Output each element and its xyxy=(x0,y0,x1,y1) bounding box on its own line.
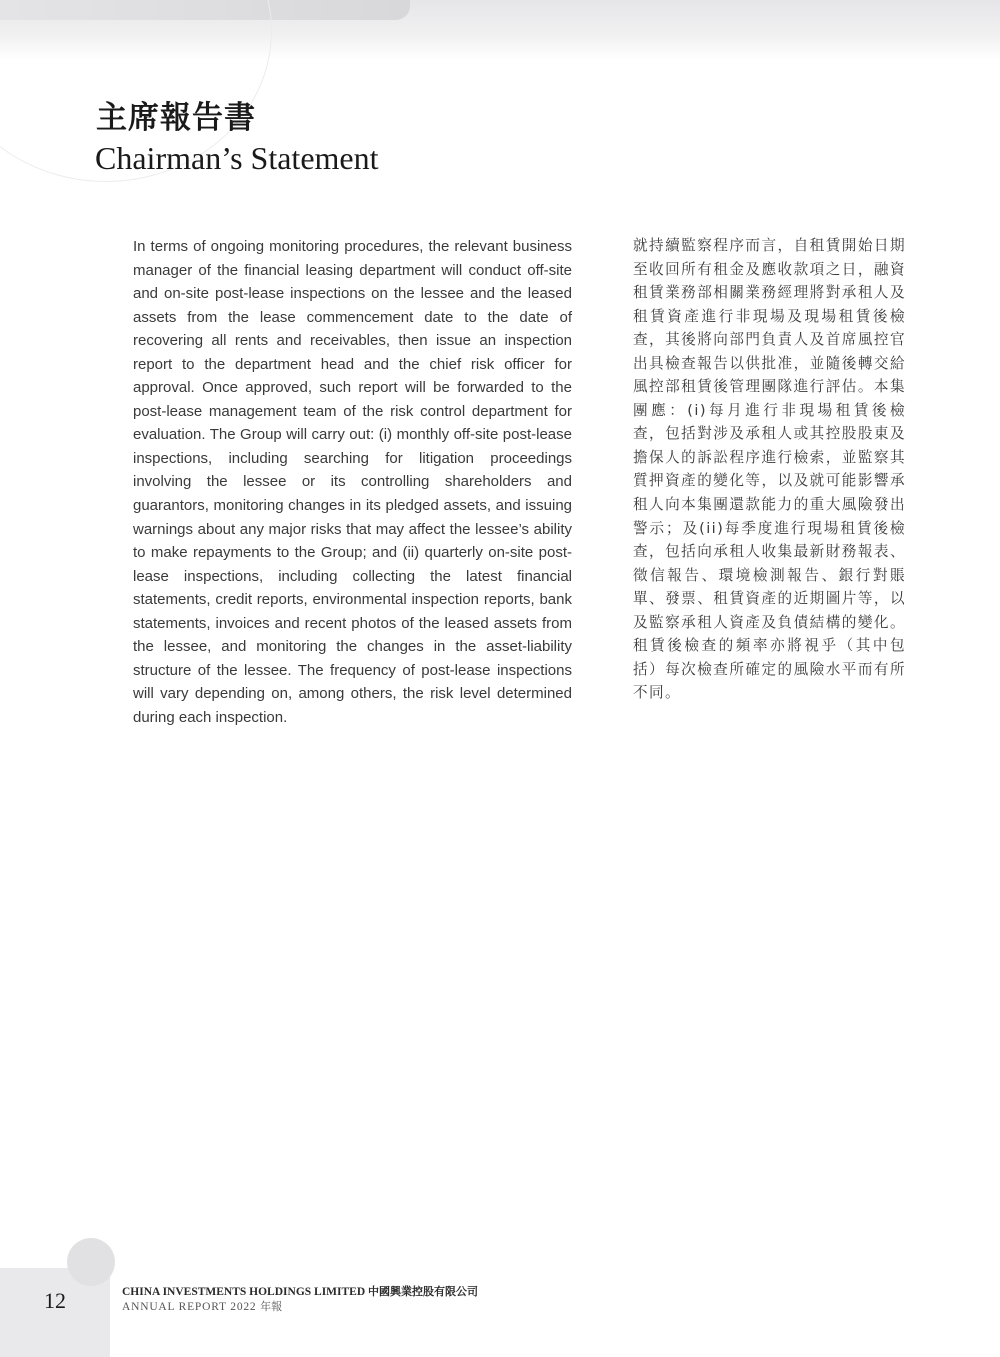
page-title-english: Chairman’s Statement xyxy=(95,140,379,176)
footer-company-name-zh: 中國興業控股有限公司 xyxy=(368,1285,479,1298)
footer-report-title xyxy=(122,1299,282,1315)
footer-report-title-zh: 年報 xyxy=(260,1300,283,1313)
page-number: 12 xyxy=(44,1288,66,1313)
english-body-paragraph: In terms of ongoing monitoring procedures, the relevant business manager of the financial leasing department will conduct off-site and on-site post-lease inspections on the lessee and the leased assets from the lease commencement date to the date of recovering all rents and receivables, then issue an inspection report to the department head and the chief risk officer for approval. Once approved, such report will be forwarded to the post-lease management team of the risk control department for evaluation. The Group will carry out: (i) monthly off-site post-lease inspections, including searching for litigation proceedings involving the lessee or its controlling shareholders and guarantors, monitoring changes in its pledged assets, and issuing warnings about any major risks that may affect the lessee’s ability to make repayments to the Group; and (ii) quarterly on-site post-lease inspections, including collecting the latest financial statements, credit reports, environmental inspection reports, bank statements, invoices and recent photos of the leased assets from the lessee, and monitoring the changes in the asset-liability structure of the lessee. The frequency of post-lease inspections will vary depending on, among others, the risk level determined during each inspection. xyxy=(133,238,572,726)
footer-company-name xyxy=(122,1284,478,1300)
footer-decorative-circle xyxy=(67,1238,115,1286)
page-title-chinese: 主席報告書 xyxy=(96,100,256,136)
chinese-body-paragraph: 就持續監察程序而言，自租賃開始日期至收回所有租金及應收款項之日，融資租賃業務部相關業務經理將對承租人及租賃資產進行非現場及現場租賃後檢查，其後將向部門負責人及首席風控官出具檢查報告以供批准，並隨後轉交給風控部租賃後管理團隊進行評估。本集團應：(i)每月進行非現場租賃後檢查，包括對涉及承租人或其控股股東及擔保人的訴訟程序進行檢索，並監察其質押資產的變化等，以及就可能影響承租人向本集團還款能力的重大風險發出警示；及(ii)每季度進行現場租賃後檢查，包括向承租人收集最新財務報表、徵信報告、環境檢測報告、銀行對賬單、發票、租賃資產的近期圖片等，以及監察承租人資產及負債結構的變化。租賃後檢查的頻率亦將視乎（其中包括）每次檢查所確定的風險水平而有所不同。 xyxy=(633,237,906,702)
footer-report-title-en: ANNUAL REPORT 2022 xyxy=(122,1301,257,1313)
footer-company-name-en: CHINA INVESTMENTS HOLDINGS LIMITED xyxy=(122,1286,366,1298)
